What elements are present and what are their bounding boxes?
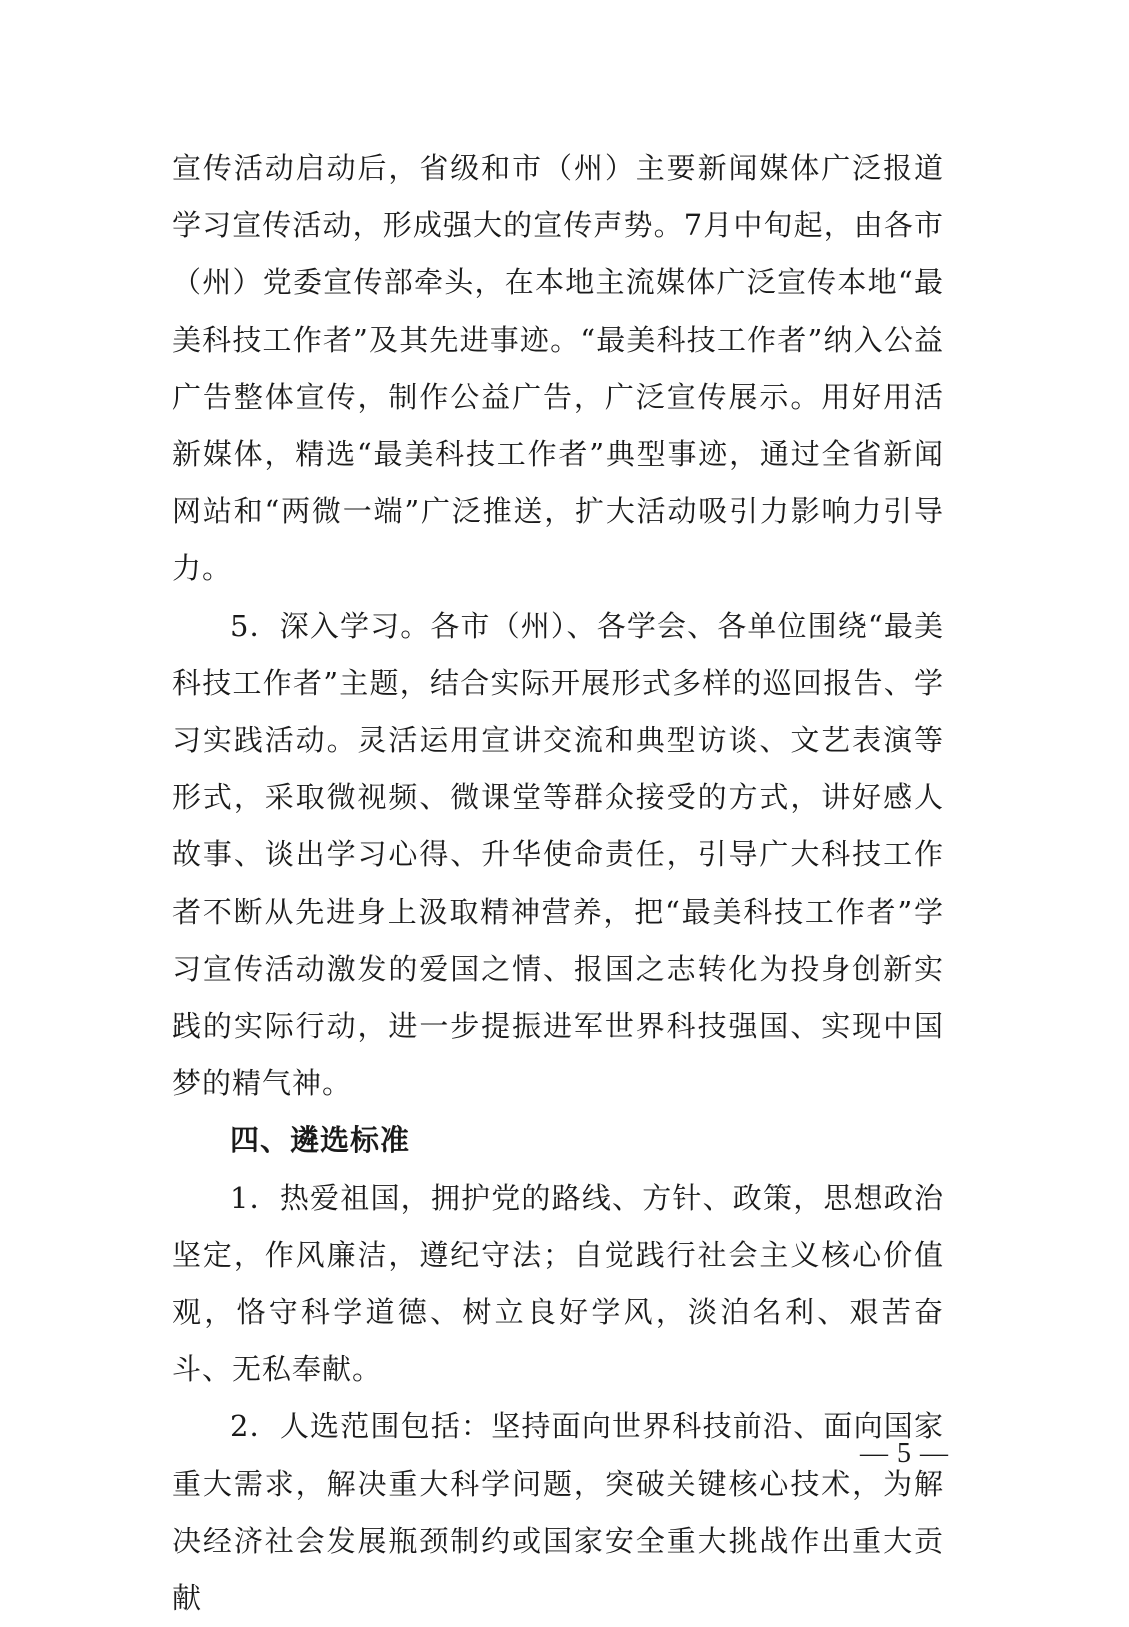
document-body: [172, 140, 944, 1627]
section-heading: 四、遴选标准: [230, 1123, 411, 1158]
paragraph-continued: 宣传活动启动后，省级和市（州）主要新闻媒体广泛报道学习宣传活动，形成强大的宣传声势。7月中旬起，由各市（州）党委宣传部牵头，在本地主流媒体广泛宣传本地“最美科技工作者”及其先进事迹。“最美科技工作者”纳入公益广告整体宣传，制作公益广告，广泛宣传展示。用好用活新媒体，精选“最美科技工作者”典型事迹，通过全省新闻网站和“两微一端”广泛推送，扩大活动吸引力影响力引导力。: [172, 151, 944, 586]
paragraph-item-5: 5．深入学习。各市（州）、各学会、各单位围绕“最美科技工作者”主题，结合实际开展形式多样的巡回报告、学习实践活动。灵活运用宣讲交流和典型访谈、文艺表演等形式，采取微视频、微课堂等群众接受的方式，讲好感人故事、谈出学习心得、升华使命责任，引导广大科技工作者不断从先进身上汲取精神营养，把“最美科技工作者”学习宣传活动激发的爱国之情、报国之志转化为投身创新实践的实际行动，进一步提振进军世界科技强国、实现中国梦的精气神。: [172, 608, 944, 1101]
page-number: — 5 —: [860, 1438, 949, 1469]
paragraph-criteria-1: 1．热爱祖国，拥护党的路线、方针、政策，思想政治坚定，作风廉洁，遵纪守法；自觉践行社会主义核心价值观，恪守科学道德、树立良好学风，淡泊名利、艰苦奋斗、无私奉献。: [172, 1180, 944, 1387]
paragraph-criteria-2: 2．人选范围包括：坚持面向世界科技前沿、面向国家重大需求，解决重大科学问题，突破关键核心技术，为解决经济社会发展瓶颈制约或国家安全重大挑战作出重大贡献: [172, 1409, 944, 1616]
